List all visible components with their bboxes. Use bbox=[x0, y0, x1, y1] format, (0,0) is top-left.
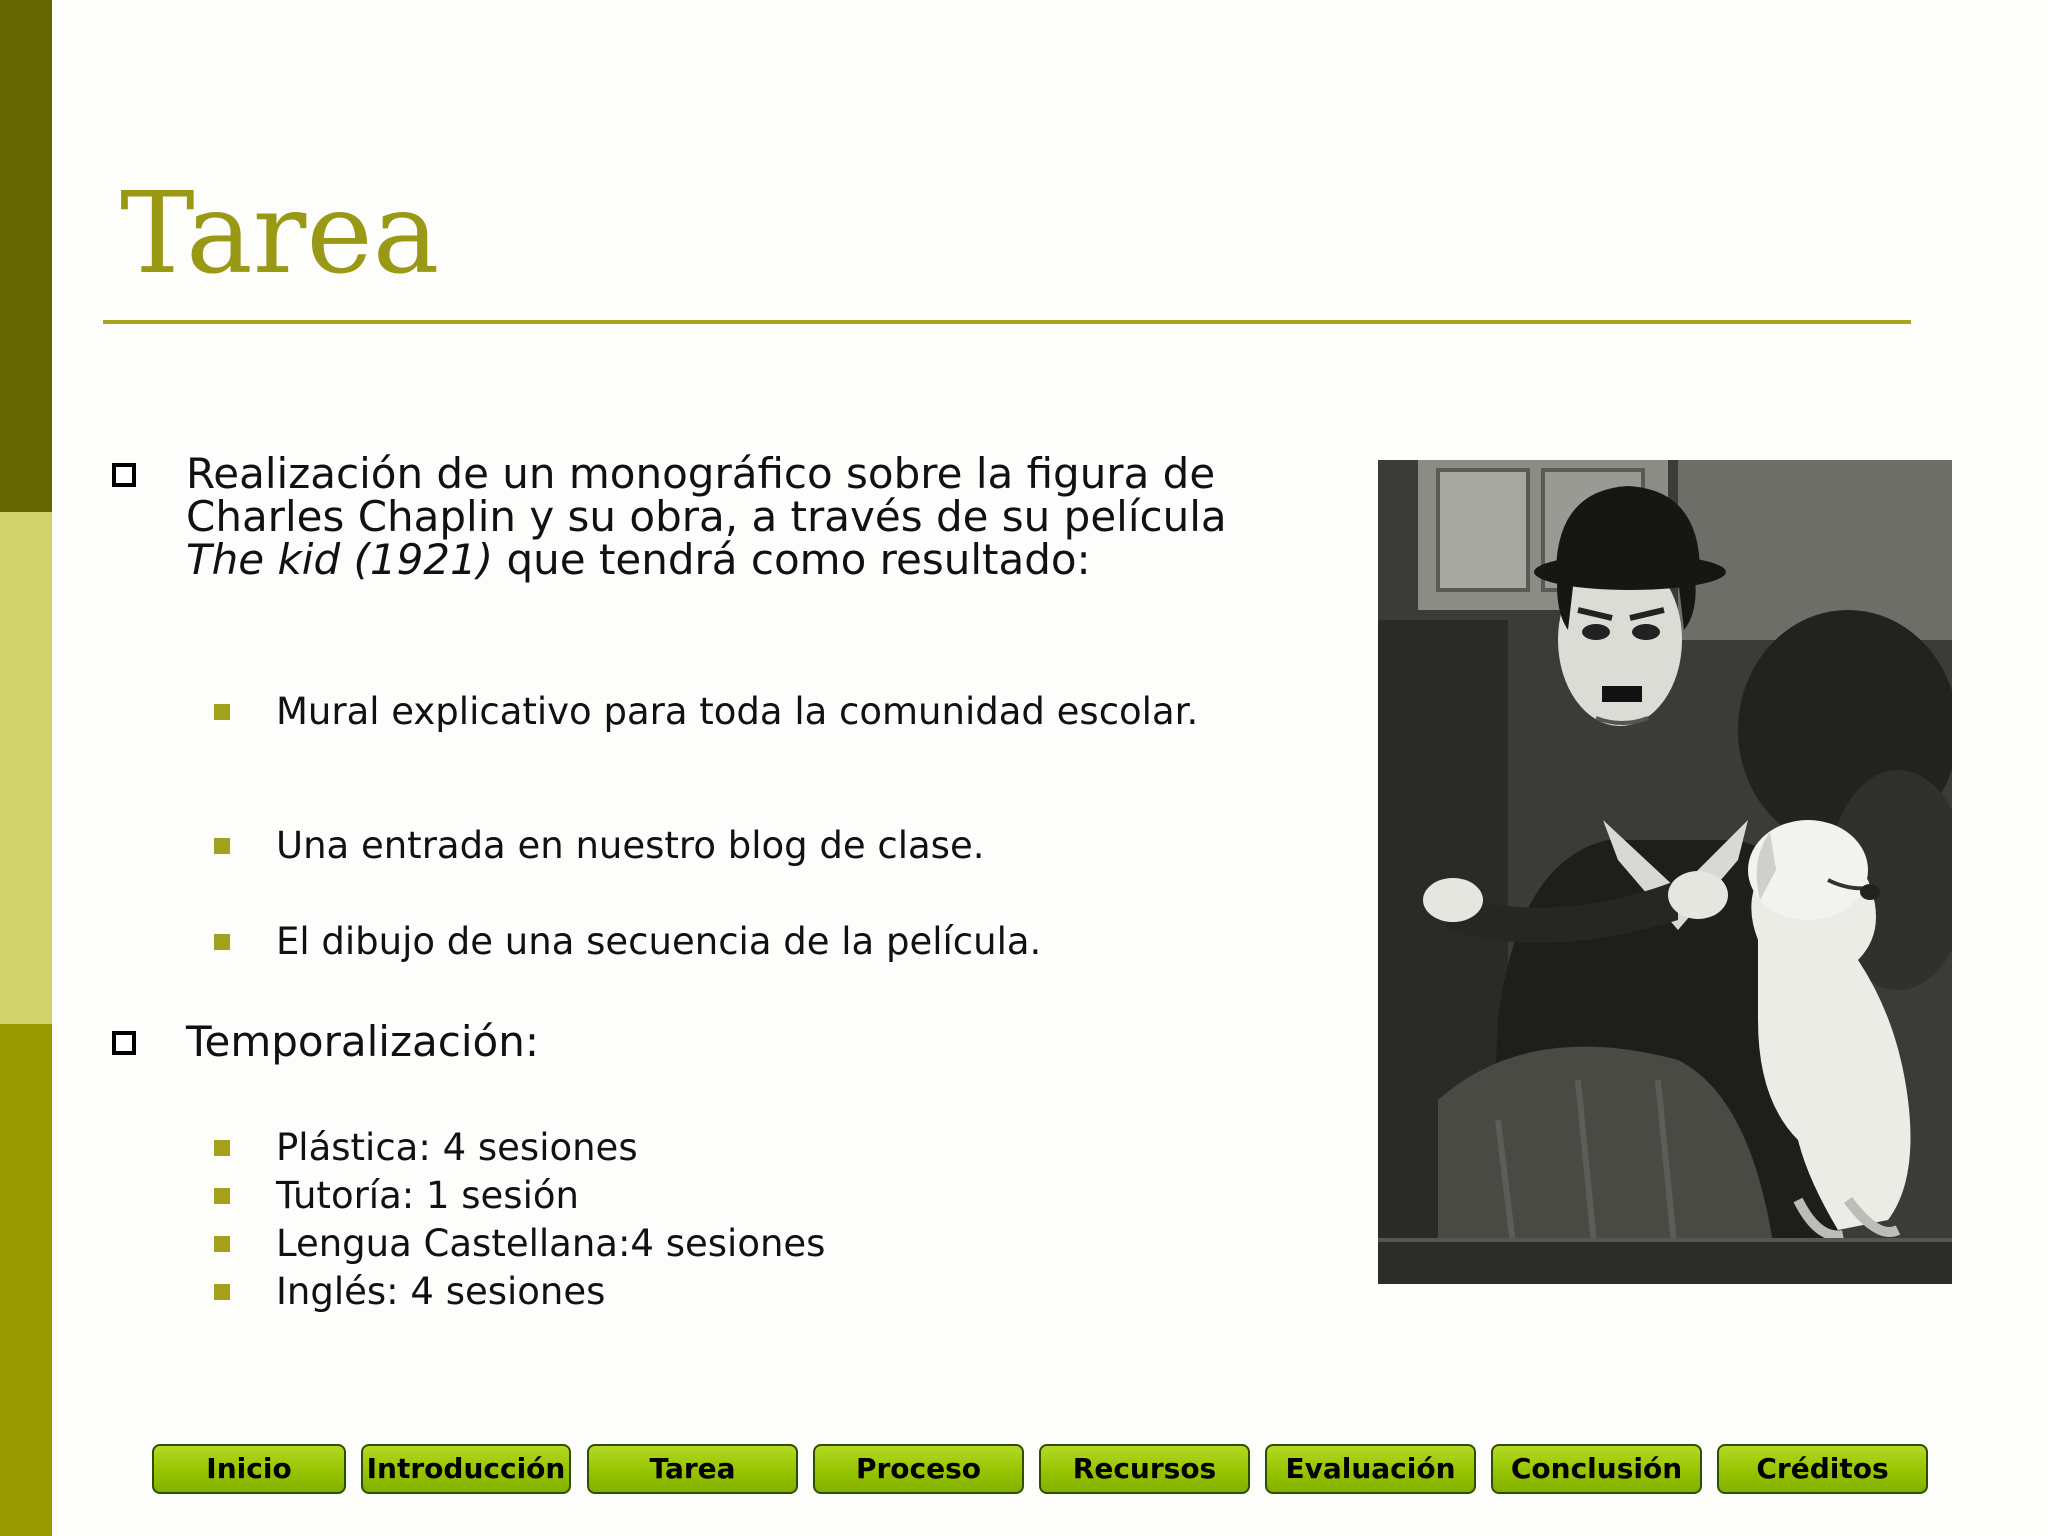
sub-bullet-dibujo: El dibujo de una secuencia de la película. bbox=[276, 922, 1236, 961]
nav-inicio-button[interactable]: Inicio bbox=[152, 1444, 346, 1494]
sub-bullet-mural: Mural explicativo para toda la comunidad escolar. bbox=[276, 692, 1236, 731]
nav-evaluacion-button[interactable]: Evaluación bbox=[1265, 1444, 1476, 1494]
bullet-monografico bbox=[186, 449, 1296, 584]
bullet-temporalizacion: Temporalización: bbox=[186, 1020, 1296, 1063]
bullet-film-title: The kid (1921) bbox=[186, 535, 494, 584]
title-divider bbox=[103, 320, 1911, 324]
chaplin-photo bbox=[1378, 460, 1952, 1284]
nav-introduccion-button[interactable]: Introducción bbox=[361, 1444, 571, 1494]
side-bar-top bbox=[0, 0, 52, 512]
side-bar-middle bbox=[0, 512, 52, 1024]
sub-bullet-blog: Una entrada en nuestro blog de clase. bbox=[276, 826, 1236, 865]
slide-title: Tarea bbox=[120, 169, 440, 299]
sub-bullet-tutoria: Tutoría: 1 sesión bbox=[276, 1176, 1236, 1215]
side-bar-bottom bbox=[0, 1024, 52, 1536]
photo-charles-chaplin-with-dog-icon bbox=[1378, 460, 1952, 1284]
bullet-text-pre: Realización de un monográfico sobre la figura de Charles Chaplin y su obra, a través de su película bbox=[186, 449, 1227, 541]
bullet-text-post: que tendrá como resultado: bbox=[493, 535, 1091, 584]
nav-tarea-button[interactable]: Tarea bbox=[587, 1444, 798, 1494]
nav-conclusion-button[interactable]: Conclusión bbox=[1491, 1444, 1702, 1494]
nav-proceso-button[interactable]: Proceso bbox=[813, 1444, 1024, 1494]
nav-creditos-button[interactable]: Créditos bbox=[1717, 1444, 1928, 1494]
nav-recursos-button[interactable]: Recursos bbox=[1039, 1444, 1250, 1494]
sub-bullet-plastica: Plástica: 4 sesiones bbox=[276, 1128, 1236, 1167]
sub-bullet-lengua: Lengua Castellana:4 sesiones bbox=[276, 1224, 1236, 1263]
sub-bullet-ingles: Inglés: 4 sesiones bbox=[276, 1272, 1236, 1311]
